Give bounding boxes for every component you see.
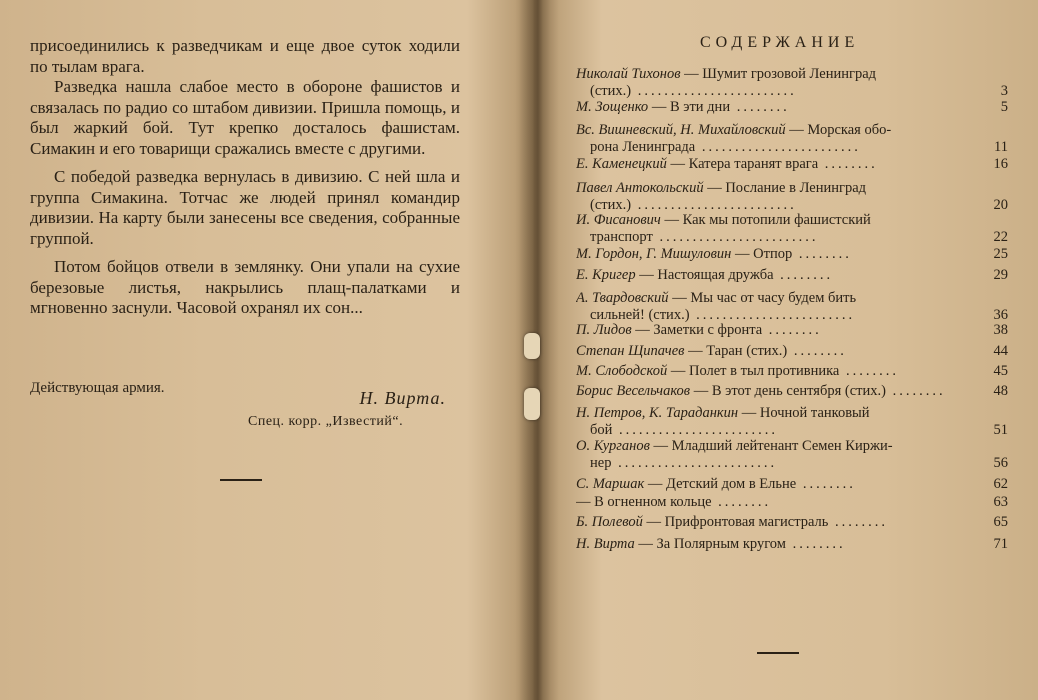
toc-dash: — <box>668 290 691 306</box>
toc-leader-dots: ........ <box>711 494 772 510</box>
toc-author: И. Фисанович <box>576 212 661 228</box>
toc-author: Николай Тихонов <box>576 66 681 82</box>
toc-entry <box>576 156 1008 173</box>
toc-entry <box>576 514 1008 531</box>
paragraph: присоединились к разведчикам и еще двое суток ходили по тылам врага. <box>30 36 460 76</box>
toc-author: Н. Петров, К. Тараданкин <box>576 405 739 421</box>
toc-leader-dots: ........ <box>785 536 846 552</box>
toc-dash: — <box>684 343 707 359</box>
paragraph: Разведка нашла слабое место в обороне фашистов и связалась по радио со штабом дивизии. Пришла помощь, и был жаркий бой. Тут крепко досталось фашистам. Симакин и его товарищи сражались вместе с другими. <box>30 77 460 158</box>
toc-author: Б. Полевой <box>576 514 643 530</box>
toc-dash: — <box>648 99 670 115</box>
toc-page-number: 62 <box>993 476 1008 492</box>
toc-entry <box>576 246 1008 263</box>
toc-dash: — <box>785 122 808 138</box>
toc-leader-dots: ........................ <box>652 229 819 245</box>
toc-title-text: В эти дни <box>669 99 731 115</box>
toc-leader-dots: ........................ <box>612 422 779 438</box>
end-rule <box>757 652 799 654</box>
paragraph: Потом бойцов отвели в землянку. Они упали на сухие березовые листья, накрылись плащ-палатками и мгновенно заснули. Часовой охранял их сон... <box>30 257 460 317</box>
toc-dash: — <box>738 405 760 421</box>
toc-dash: — <box>649 438 672 454</box>
toc-author: О. Курганов <box>576 438 650 454</box>
binding-thread <box>524 388 540 420</box>
toc-title-text: Таран (стих.) <box>706 343 788 359</box>
toc-leader-dots: ........ <box>796 476 856 492</box>
toc-author: М. Слободской <box>576 363 668 379</box>
toc-title: СОДЕРЖАНИЕ <box>700 34 860 51</box>
toc-leader-dots: ........ <box>818 156 878 172</box>
toc-leader-dots: ........ <box>828 514 889 530</box>
toc-title-text: В этот день сентября (стих.) <box>711 383 886 399</box>
toc-author: Павел Антокольский <box>576 180 704 196</box>
toc-title-text: Морская обо- <box>807 122 892 138</box>
toc-title-text: Мы час от часу будем бить <box>690 290 857 306</box>
toc-title-text: В огненном кольце <box>594 494 712 510</box>
toc-page-number: 16 <box>993 156 1008 172</box>
toc-page-number: 20 <box>993 197 1008 213</box>
toc-author: А. Твардовский <box>576 290 669 306</box>
toc-title-text: Прифронтовая магистраль <box>664 514 829 530</box>
toc-entry <box>576 476 1008 493</box>
toc-leader-dots: ........ <box>792 246 852 262</box>
toc-leader-dots: ........................ <box>611 455 778 471</box>
toc-entry <box>576 536 1008 553</box>
toc-page-number: 38 <box>993 322 1008 338</box>
toc-entry <box>576 383 1008 400</box>
toc-page-number: 29 <box>993 267 1008 283</box>
toc-dash: — <box>666 156 689 172</box>
toc-entry <box>576 343 1008 360</box>
toc-title-continued: (стих.) <box>590 197 632 213</box>
toc-author: Е. Каменецкий <box>576 156 667 172</box>
toc-title-continued: сильней! (стих.) <box>590 307 690 323</box>
toc-dash: — <box>631 322 654 338</box>
toc-entry <box>576 322 1008 339</box>
toc-entry <box>576 99 1008 116</box>
toc-title-text: Полет в тыл противника <box>688 363 840 379</box>
toc-dash: — <box>667 363 689 379</box>
toc-title-text: Шумит грозовой Ленинград <box>702 66 877 82</box>
toc-page-number: 65 <box>993 514 1008 530</box>
toc-leader-dots: ........ <box>839 363 899 379</box>
toc-title-continued: рона Ленинграда <box>590 139 696 155</box>
toc-entry <box>576 363 1008 380</box>
toc-title-text: За Полярным кругом <box>656 536 786 552</box>
toc-leader-dots: ........ <box>762 322 822 338</box>
toc-title-text: Младший лейтенант Семен Киржи- <box>671 438 893 454</box>
toc-leader-dots: ........................ <box>689 307 856 323</box>
toc-author: Вс. Вишневский, Н. Михайловский <box>576 122 786 138</box>
toc-leader-dots: ........................ <box>631 197 797 213</box>
toc-page-number: 5 <box>1000 99 1008 115</box>
toc-author: М. Зощенко <box>576 99 649 115</box>
toc-entry <box>576 267 1008 284</box>
toc-page-number: 25 <box>993 246 1008 262</box>
toc-dash: — <box>680 66 703 82</box>
author-role: Спец. корр. „Известий“. <box>248 414 404 429</box>
toc-page-number: 45 <box>993 363 1008 379</box>
toc-page-number: 56 <box>993 455 1008 471</box>
toc-title-text: Отпор <box>753 246 793 262</box>
toc-author: Степан Щипачев <box>576 343 685 359</box>
toc-dash: — <box>690 383 712 399</box>
toc-dash: — <box>634 536 657 552</box>
toc-title-text: Детский дом в Ельне <box>666 476 797 492</box>
toc-author: П. Лидов <box>576 322 632 338</box>
toc-leader-dots: ........................ <box>631 83 797 99</box>
toc-page-number: 71 <box>993 536 1008 552</box>
toc-author: М. Гордон, Г. Мишуловин <box>576 246 732 262</box>
toc-title-text: Ночной танковый <box>759 405 870 421</box>
toc-author: С. Маршак <box>576 476 645 492</box>
toc-dash: — <box>731 246 754 262</box>
paragraph: С победой разведка вернулась в дивизию. С ней шла и группа Симакина. Тотчас же людей принял командир дивизии. На карту были занесены все сведения, собранные группой. <box>30 167 460 248</box>
toc-title-continued: транспорт <box>590 229 653 245</box>
toc-page-number: 11 <box>994 139 1008 155</box>
toc-title-text: Как мы потопили фашистский <box>682 212 871 228</box>
toc-author: Н. Вирта <box>576 536 635 552</box>
toc-title-continued: бой <box>590 422 613 438</box>
toc-dash: — <box>703 180 726 196</box>
toc-dash: — <box>642 514 665 530</box>
toc-leader-dots: ........................ <box>695 139 861 155</box>
toc-page-number: 51 <box>993 422 1008 438</box>
toc-leader-dots: ........ <box>773 267 834 283</box>
toc-leader-dots: ........ <box>730 99 790 115</box>
toc-entry <box>576 494 1008 511</box>
toc-author: Е. Кригер <box>576 267 636 283</box>
toc-title-text: Послание в Ленинград <box>725 180 867 196</box>
toc-entry <box>576 212 1008 246</box>
toc-entry <box>576 405 1008 439</box>
toc-title-continued: нер <box>590 455 612 471</box>
toc-entry <box>576 122 1008 156</box>
toc-dash: — <box>576 494 595 510</box>
toc-title-text: Катера таранят врага <box>688 156 819 172</box>
toc-dash: — <box>644 476 667 492</box>
binding-thread <box>524 333 540 359</box>
toc-dash: — <box>635 267 658 283</box>
toc-author: Борис Весельчаков <box>576 383 691 399</box>
toc-page-number: 22 <box>993 229 1008 245</box>
toc-title-continued: (стих.) <box>590 83 632 99</box>
toc-entry <box>576 438 1008 472</box>
toc-page-number: 3 <box>1000 83 1008 99</box>
toc-entry <box>576 66 1008 100</box>
toc-leader-dots: ........ <box>885 383 946 399</box>
toc-page-number: 44 <box>993 343 1008 359</box>
toc-page-number: 48 <box>993 383 1008 399</box>
location-label: Действующая армия. <box>30 380 165 396</box>
end-rule <box>220 479 262 481</box>
toc-entry <box>576 180 1008 214</box>
toc-title-text: Настоящая дружба <box>657 267 774 283</box>
toc-entry <box>576 290 1008 324</box>
toc-page-number: 36 <box>993 307 1008 323</box>
toc-leader-dots: ........ <box>787 343 847 359</box>
toc-title-text: Заметки с фронта <box>653 322 763 338</box>
author-signature: Н. Вирта. <box>359 388 446 408</box>
toc-dash: — <box>660 212 683 228</box>
toc-page-number: 63 <box>993 494 1008 510</box>
